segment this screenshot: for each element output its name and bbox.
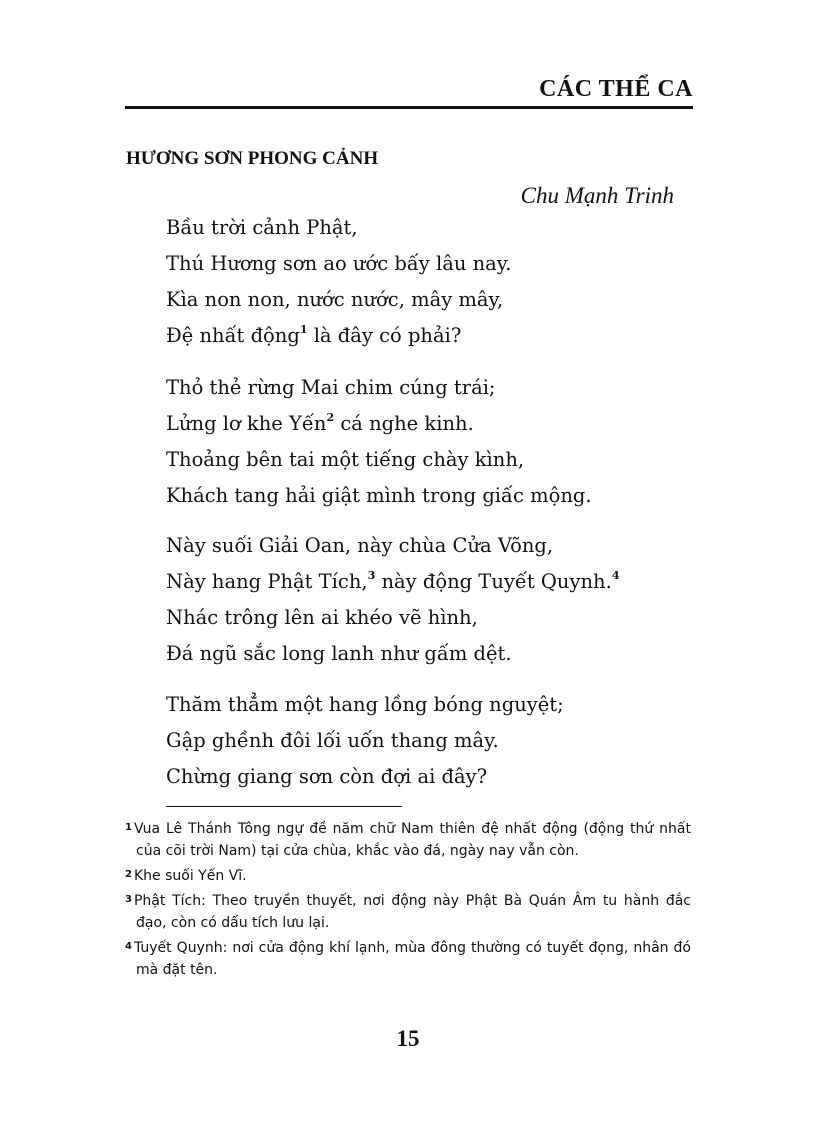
poem-line: Thỏ thẻ rừng Mai chim cúng trái; (166, 376, 496, 399)
poem-line: Kìa non non, nước nước, mây mây, (166, 288, 504, 311)
poem-line: Này suối Giải Oan, này chùa Cửa Võng, (166, 534, 554, 557)
poem-line: Chừng giang sơn còn đợi ai đây? (166, 765, 488, 788)
footnote-text: Phật Tích: Theo truyền thuyết, nơi động này Phật Bà Quán Âm tu hành đắc đạo, còn có dấu tích lưu lại. (133, 893, 691, 931)
line-text: Này hang Phật Tích, (166, 570, 368, 593)
footnote-2 (125, 865, 691, 887)
footnote-divider (166, 806, 402, 807)
poem-line: Nhác trông lên ai khéo vẽ hình, (166, 606, 478, 629)
poem-line: Thoảng bên tai một tiếng chày kình, (166, 448, 525, 471)
poem-line (166, 564, 619, 600)
footnotes (125, 818, 691, 984)
footnote-ref: 4 (611, 568, 620, 582)
stanza-4 (166, 687, 564, 795)
footnote-3 (125, 890, 691, 934)
line-text: Lửng lơ khe Yến (166, 412, 327, 435)
running-title: CÁC THỂ CA (539, 76, 693, 102)
poem-line (166, 318, 511, 354)
poem-line: Đá ngũ sắc long lanh như gấm dệt. (166, 642, 512, 665)
footnote-text: Tuyết Quynh: nơi cửa động khí lạnh, mùa đông thường có tuyết đọng, nhân đó mà đặt tên. (133, 940, 691, 978)
footnote-4 (125, 937, 691, 981)
poem-title: HƯƠNG SƠN PHONG CẢNH (126, 148, 379, 169)
footnote-text: Vua Lê Thánh Tông ngự đề năm chữ Nam thiên đệ nhất động (động thứ nhất của cõi trời Nam) tại cửa chùa, khắc vào đá, ngày nay vẫn còn. (133, 821, 691, 859)
page-number: 15 (396, 1026, 420, 1051)
line-text: cá nghe kinh. (334, 412, 474, 435)
poem-author: Chu Mạnh Trinh (520, 183, 674, 208)
page-header (125, 70, 693, 109)
stanza-2 (166, 370, 592, 514)
footnote-mark: 4 (125, 941, 132, 952)
footnote-1 (125, 818, 691, 862)
footnote-ref: 2 (326, 410, 335, 424)
footnote-text: Khe suối Yến Vĩ. (133, 868, 247, 884)
line-text: Đệ nhất động (166, 324, 300, 347)
footnote-mark: 1 (125, 822, 132, 833)
footnote-mark: 3 (125, 894, 132, 905)
footnote-ref: 1 (299, 322, 308, 336)
poem-line: Thăm thẳm một hang lồng bóng nguyệt; (166, 693, 564, 716)
poem-line: Gập ghềnh đôi lối uốn thang mây. (166, 729, 499, 752)
footnote-ref: 3 (367, 568, 376, 582)
line-text: là đây có phải? (307, 324, 462, 347)
stanza-3 (166, 528, 619, 672)
poem-line: Bầu trời cảnh Phật, (166, 216, 358, 239)
poem-line (166, 406, 592, 442)
footnote-mark: 2 (125, 869, 132, 880)
line-text: này động Tuyết Quynh. (375, 570, 612, 593)
poem-line: Khách tang hải giật mình trong giấc mộng. (166, 484, 592, 507)
stanza-1 (166, 210, 511, 354)
poem-line: Thú Hương sơn ao ước bấy lâu nay. (166, 252, 512, 275)
